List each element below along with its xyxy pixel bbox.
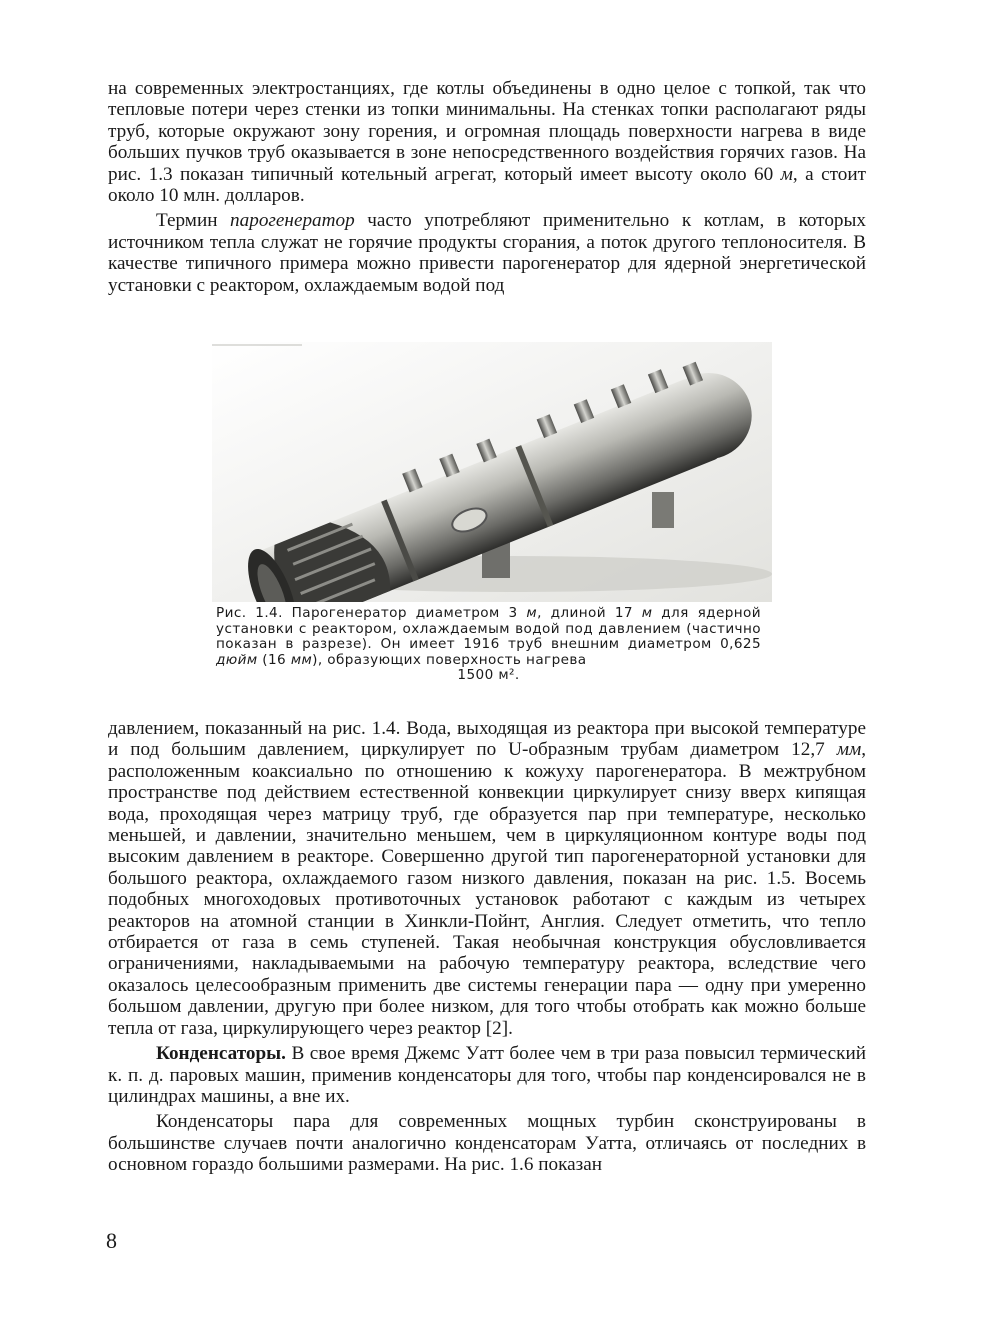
- bottom-text-block: [108, 718, 866, 1176]
- paragraph-continuation: на современных электростанциях, где котлы объединены в одно целое с топкой, так что тепловые потери через стенки из топки минимальны. На стенках топки располагают ряды труб, которые окружают зону горения, и огромная площадь поверхности нагрева в виде больших пучков труб оказывается в зоне непосредственного воздействия горячих газов. На рис. 1.3 показан типичный котельный агрегат, который имеет высоту около 60 м, а стоит около 10 млн. долларов.: [108, 78, 866, 207]
- section-heading-condensers: Конденсаторы.: [156, 1043, 286, 1065]
- caption-heating-surface: 1500 м².: [457, 667, 520, 684]
- page-number: 8: [106, 1228, 117, 1253]
- steam-generator-image: [212, 342, 772, 602]
- paragraph-condensers: Конденсаторы. В свое время Джемс Уатт более чем в три раза повысил термический к. п. д. паровых машин, применив конденсаторы для того, чтобы пар конденсировался не в цилиндрах машины, а вне их.: [108, 1043, 866, 1107]
- top-text-block: [108, 78, 866, 296]
- paragraph-steam-generator-term: Термин парогенератор часто употребляют применительно к котлам, в которых источником тепла служат не горячие продукты сгорания, а поток другого теплоносителя. В качестве типичного примера можно привести парогенератор для ядерной энергетической установки с реактором, охлаждаемым водой под: [108, 210, 866, 296]
- paragraph-modern-condensers: Конденсаторы пара для современных мощных турбин сконструированы в большинстве случаев почти аналогично конденсаторам Уатта, отличаясь от последних в основном гораздо большими размерами. На рис. 1.6 показан: [108, 1111, 866, 1176]
- figure-caption: Рис. 1.4. Парогенератор диаметром 3 м, длиной 17 м для ядерной установки с реактором, охлаждаемым водой под давлением (частично показан в разрезе). Он имеет 1916 труб внешним диаметром 0,625 дюйм (16 мм), образующих поверхность нагрева 1500 м².: [216, 605, 761, 684]
- figure-steam-generator-photo: [212, 342, 772, 602]
- paragraph-pressurized-water: давлением, показанный на рис. 1.4. Вода, выходящая из реактора при высокой температуре и под большим давлением, циркулирует по U-образным трубам диаметром 12,7 мм, расположенным коаксиально по отношению к кожуху парогенератора. В межтрубном пространстве под действием естественной конвекции циркулирует снизу вверх кипящая вода, проходящая через матрицу труб, где образуется пар при температуре, несколько меньшей, и давлении, значительно меньшем, чем в циркуляционном контуре воды под высоким давлением в реакторе. Совершенно другой тип парогенераторной установки для большого реактора, охлаждаемого газом низкого давления, показан на рис. 1.5. Восемь подобных многоходовых противоточных установок работают с каждым из четырех реакторов на атомной станции в Хинкли-Пойнт, Англия. Следует отметить, что тепло отбирается от газа в семь ступеней. Такая необычная конструкция обусловливается ограничениями, накладываемыми на рабочую температуру реактора, вследствие чего оказалось целесообразным применить две системы генерации пара — одну при умеренно большом давлении, другую при более низком, для того чтобы отобрать как можно больше тепла от газа, циркулирующего через реактор [2].: [108, 718, 866, 1039]
- support-leg: [652, 492, 674, 528]
